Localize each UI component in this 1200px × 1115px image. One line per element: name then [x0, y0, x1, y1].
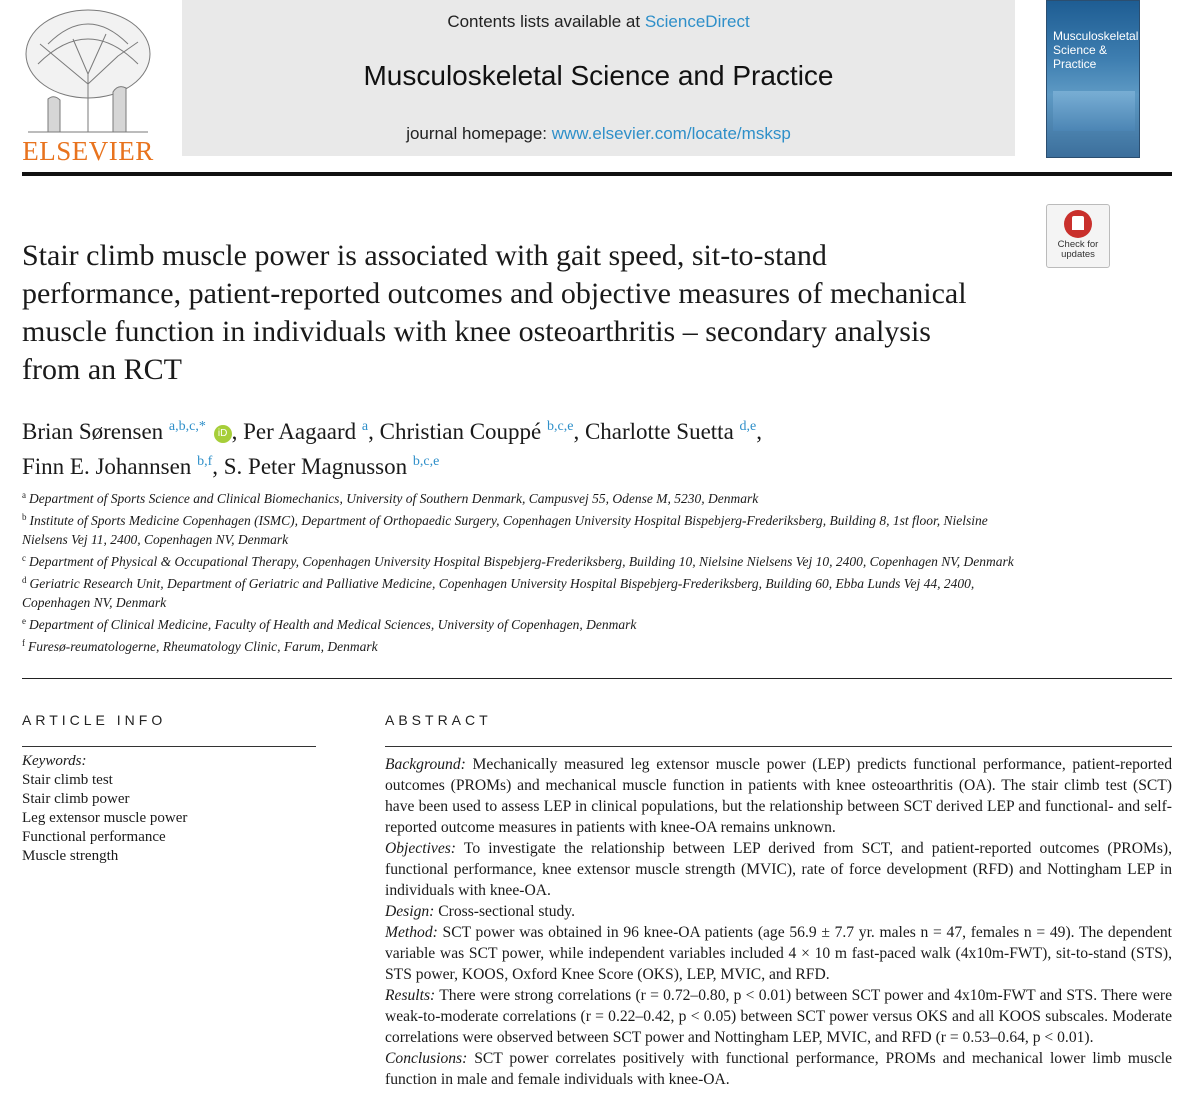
author-aff[interactable]: b,c,e — [547, 419, 574, 434]
contents-line: Contents lists available at ScienceDirect — [447, 12, 750, 31]
affiliation: $^c$ Department of Physical & Occupational Therapy, Copenhagen University Hospital Bispebjerg-Frederiksberg, Building 10, Nielsine Nielsens Vej 10, 2400, Copenhagen NV, Denmark — [22, 553, 1014, 569]
author-aff[interactable]: a,b,c,* — [168, 419, 206, 434]
keywords — [22, 752, 187, 866]
cover-title: Musculoskeletal Science & Practice — [1053, 29, 1139, 71]
author-name[interactable]: Finn E. Johannsen — [22, 454, 192, 479]
header-rule — [22, 172, 1172, 176]
bookmark-icon — [1064, 210, 1092, 238]
check-updates-label: Check for updates — [1057, 239, 1099, 260]
elsevier-tree-icon — [18, 4, 158, 136]
abstract-objectives: Objectives: To investigate the relationship between LEP derived from SCT, and patient-reported outcomes (PROMs), functional performance, knee extensor muscle strength (MVIC), rate of force development (RFD) and Nottingham LEP in individuals with knee-OA. — [385, 840, 1172, 899]
abstract-results: Results: There were strong correlations (r = 0.72–0.80, p < 0.01) between SCT power and 4x10m-FWT and STS. There were weak-to-moderate correlations (r = 0.22–0.42, p < 0.05) between SCT power versus OKS and all KOOS subscales. Moderate correlations were observed between SCT power and Nottingham LEP, MVIC, and RFD (r = 0.53–0.64, p < 0.01). — [385, 987, 1172, 1046]
abstract-body — [385, 754, 1172, 1090]
author-aff[interactable]: d,e — [739, 419, 757, 434]
abstract-heading: ABSTRACT — [385, 712, 492, 728]
abstract-rule — [385, 746, 1172, 747]
author-name[interactable]: S. Peter Magnusson — [223, 454, 408, 479]
abstract-background: Background: Mechanically measured leg extensor muscle power (LEP) predicts functional performance, patient-reported outcomes (PROMs) and mechanical muscle function in patients with knee osteoarthritis (OA). The stair climb test (SCT) have been used to assess LEP in clinical populations, but the relationship between SCT derived LEP and functional- and self-reported outcome measures in patients with knee-OA remains unknown. — [385, 756, 1172, 836]
author-aff[interactable]: b,c,e — [412, 454, 440, 469]
keyword[interactable]: Stair climb test — [22, 772, 113, 788]
author-list: Brian Sørensen $^{a,b,c,*}$ iD , Per Aagaard $^a$, Christian Couppé $^{b,c,e}$, Charlotte Suetta $^{d,e}$, Finn E. Johannsen $^{b,f}$, S. Peter Magnusson $^{b,c,e}$ — [22, 419, 762, 479]
affiliation: $^d$ Geriatric Research Unit, Department of Geriatric and Palliative Medicine, Copenhagen University Hospital Bispebjerg-Frederiksberg, Building 60, Ebba Lunds Vej 44, 2400, Copenhagen NV, Denmark — [22, 575, 975, 610]
keyword[interactable]: Stair climb power — [22, 791, 130, 807]
author-name[interactable]: Brian Sørensen — [22, 419, 164, 444]
affiliation: $^a$ Department of Sports Science and Clinical Biomechanics, University of Southern Denmark, Campusvej 55, Odense M, 5230, Denmark — [22, 490, 759, 506]
author-name[interactable]: Christian Couppé — [379, 419, 542, 444]
homepage-link[interactable]: www.elsevier.com/locate/msksp — [551, 124, 791, 143]
affiliation: $^b$ Institute of Sports Medicine Copenhagen (ISMC), Department of Orthopaedic Surgery, Copenhagen University Hospital Bispebjerg-Frederiksberg, Building 8, 1st floor, Nielsine Nielsens Vej 11, 2400, Copenhagen NV, Denmark — [22, 512, 988, 547]
author-name[interactable]: Per Aagaard — [243, 419, 357, 444]
journal-title: Musculoskeletal Science and Practice — [363, 60, 834, 91]
affiliations — [22, 486, 1022, 656]
keywords-label: Keywords: — [22, 753, 87, 769]
article-title: Stair climb muscle power is associated with gait speed, sit-to-stand performance, patient-reported outcomes and objective measures of mechanical muscle function in individuals with knee osteoarthritis – secondary analysis from an RCT — [22, 239, 967, 386]
cover-figure — [1053, 91, 1135, 131]
elsevier-logo — [18, 4, 158, 166]
affiliation: $^f$ Furesø-reumatologerne, Rheumatology Clinic, Farum, Denmark — [22, 638, 378, 654]
journal-cover[interactable] — [1046, 0, 1140, 158]
journal-homepage: journal homepage: www.elsevier.com/locate/msksp — [406, 124, 791, 143]
author-name[interactable]: Charlotte Suetta — [584, 419, 734, 444]
orcid-icon[interactable]: iD — [214, 425, 232, 443]
article-info-rule — [22, 746, 316, 747]
article-info-heading: ARTICLE INFO — [22, 712, 167, 728]
keyword[interactable]: Muscle strength — [22, 848, 119, 864]
keyword[interactable]: Functional performance — [22, 829, 166, 845]
author-aff[interactable]: a — [361, 419, 369, 434]
abstract-conclusions: Conclusions: SCT power correlates positively with functional performance, PROMs and mechanical lower limb muscle function in male and female individuals with knee-OA. — [385, 1050, 1172, 1088]
author-aff[interactable]: b,f — [197, 454, 213, 469]
keyword[interactable]: Leg extensor muscle power — [22, 810, 188, 826]
journal-banner — [182, 0, 1015, 156]
abstract-design: Design: Cross-sectional study. — [385, 903, 575, 920]
publisher-name: ELSEVIER — [22, 136, 154, 166]
sciencedirect-link[interactable]: ScienceDirect — [644, 12, 750, 31]
affiliation: $^e$ Department of Clinical Medicine, Faculty of Health and Medical Sciences, University of Copenhagen, Denmark — [22, 616, 637, 632]
check-for-updates-button[interactable] — [1046, 204, 1110, 268]
abstract-method: Method: SCT power was obtained in 96 knee-OA patients (age 56.9 ± 7.7 yr. males n = 47, females n = 49). The dependent variable was SCT power, while independent variables included 4 × 10 m fast-paced walk (4x10m-FWT), sit-to-stand (STS), STS power, KOOS, Oxford Knee Score (OKS), LEP, MVIC, and RFD. — [385, 924, 1172, 983]
section-divider — [22, 678, 1172, 679]
